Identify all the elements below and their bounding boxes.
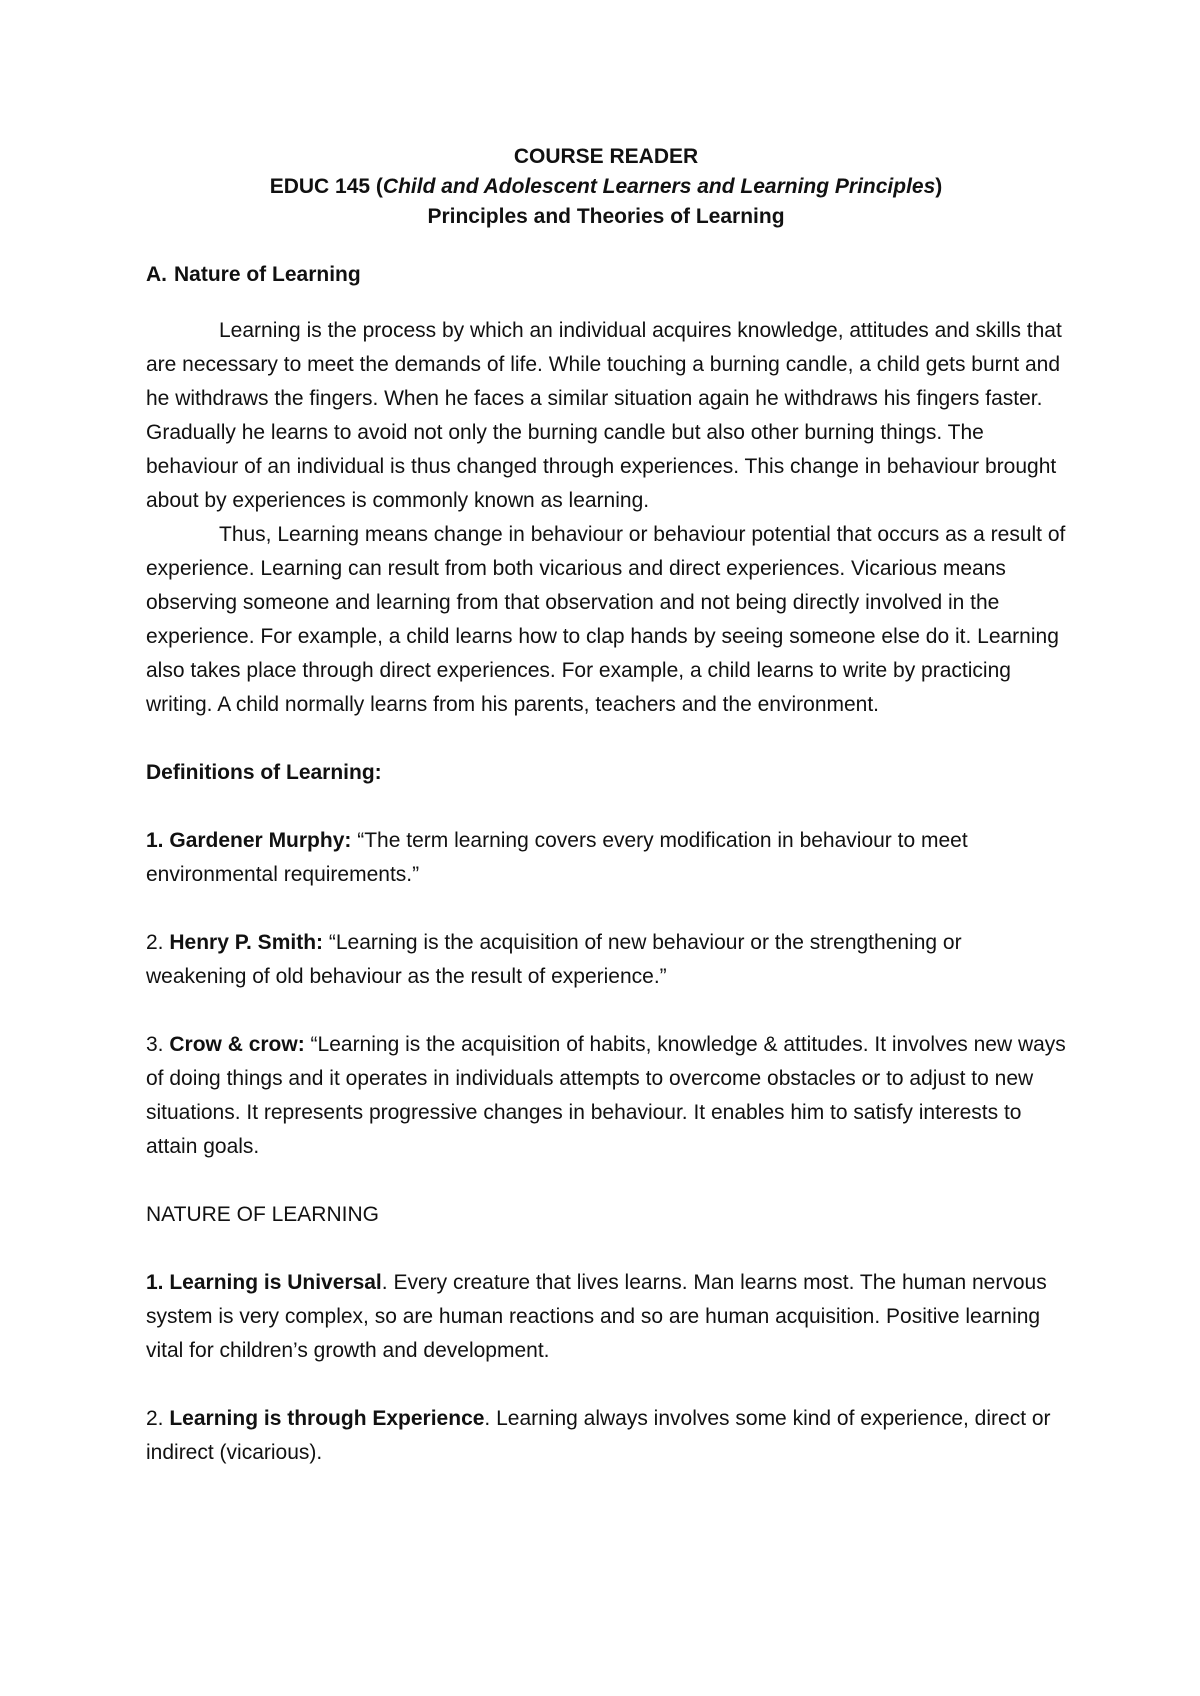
nature-title: Learning is Universal	[169, 1271, 382, 1294]
nature-text: . Learning always involves some kind of experience, direct or indirect (vicarious).	[146, 1407, 1051, 1464]
course-code-title	[146, 172, 1066, 202]
paragraph-1: Learning is the process by which an individual acquires knowledge, attitudes and skills that are necessary to meet the demands of life. While touching a burning candle, a child gets burnt and he withdraws the fingers. When he faces a similar situation again he withdraws his fingers faster. Gradually he learns to avoid not only the burning candle but also other burning things. The behaviour of an individual is thus changed through experiences. This change in behaviour brought about by experiences is commonly known as learning.	[146, 319, 1062, 512]
nature-number: 2.	[146, 1407, 170, 1430]
nature-item-2	[146, 1402, 1066, 1470]
course-reader-title: COURSE READER	[513, 145, 699, 168]
course-code: EDUC 145 (	[269, 175, 383, 198]
paragraph-2: Thus, Learning means change in behaviour or behaviour potential that occurs as a result of experience. Learning can result from both vicarious and direct experiences. Vicarious means observing someone and learning from that observation and not being directly involved in the experience. For example, a child learns how to clap hands by seeing someone else do it. Learning also takes place through direct experiences. For example, a child learns to write by practicing writing. A child normally learns from his parents, teachers and the environment.	[146, 523, 1066, 716]
definition-text: “Learning is the acquisition of new behaviour or the strengthening or weakening of old behaviour as the result of experience.”	[146, 931, 962, 988]
definition-author: Henry P. Smith:	[169, 931, 324, 954]
definition-item-1	[146, 824, 1066, 892]
section-a-heading	[146, 258, 1066, 292]
section-title: Nature of Learning	[174, 263, 361, 286]
nature-number: 1.	[146, 1271, 170, 1294]
definition-text: “The term learning covers every modification in behaviour to meet environmental requirements.”	[146, 829, 968, 886]
definition-item-2	[146, 926, 1066, 994]
course-code-close: )	[935, 175, 943, 198]
nature-text: . Every creature that lives learns. Man learns most. The human nervous system is very complex, so are human reactions and so are human acquisition. Positive learning vital for children’s growth and development.	[146, 1271, 1047, 1362]
topic-title: Principles and Theories of Learning	[427, 205, 785, 228]
definition-number: 2.	[146, 931, 170, 954]
definitions-heading: Definitions of Learning:	[146, 761, 382, 784]
definition-number: 1.	[146, 829, 170, 852]
definition-author: Crow & crow:	[169, 1033, 305, 1056]
definition-number: 3.	[146, 1033, 170, 1056]
nature-item-1	[146, 1266, 1066, 1368]
definition-author: Gardener Murphy:	[169, 829, 352, 852]
document-content	[146, 142, 1066, 1470]
title-block	[146, 142, 1066, 232]
nature-title: Learning is through Experience	[169, 1407, 485, 1430]
definition-item-3	[146, 1028, 1066, 1164]
section-letter: A.	[146, 263, 167, 286]
definition-text: “Learning is the acquisition of habits, knowledge & attitudes. It involves new ways of doing things and it operates in individuals attempts to overcome obstacles or to adjust to new situations. It represents progressive changes in behaviour. It enables him to satisfy interests to attain goals.	[146, 1033, 1066, 1158]
course-name: Child and Adolescent Learners and Learning Principles	[382, 175, 936, 198]
nature-of-learning-heading: NATURE OF LEARNING	[146, 1203, 379, 1226]
